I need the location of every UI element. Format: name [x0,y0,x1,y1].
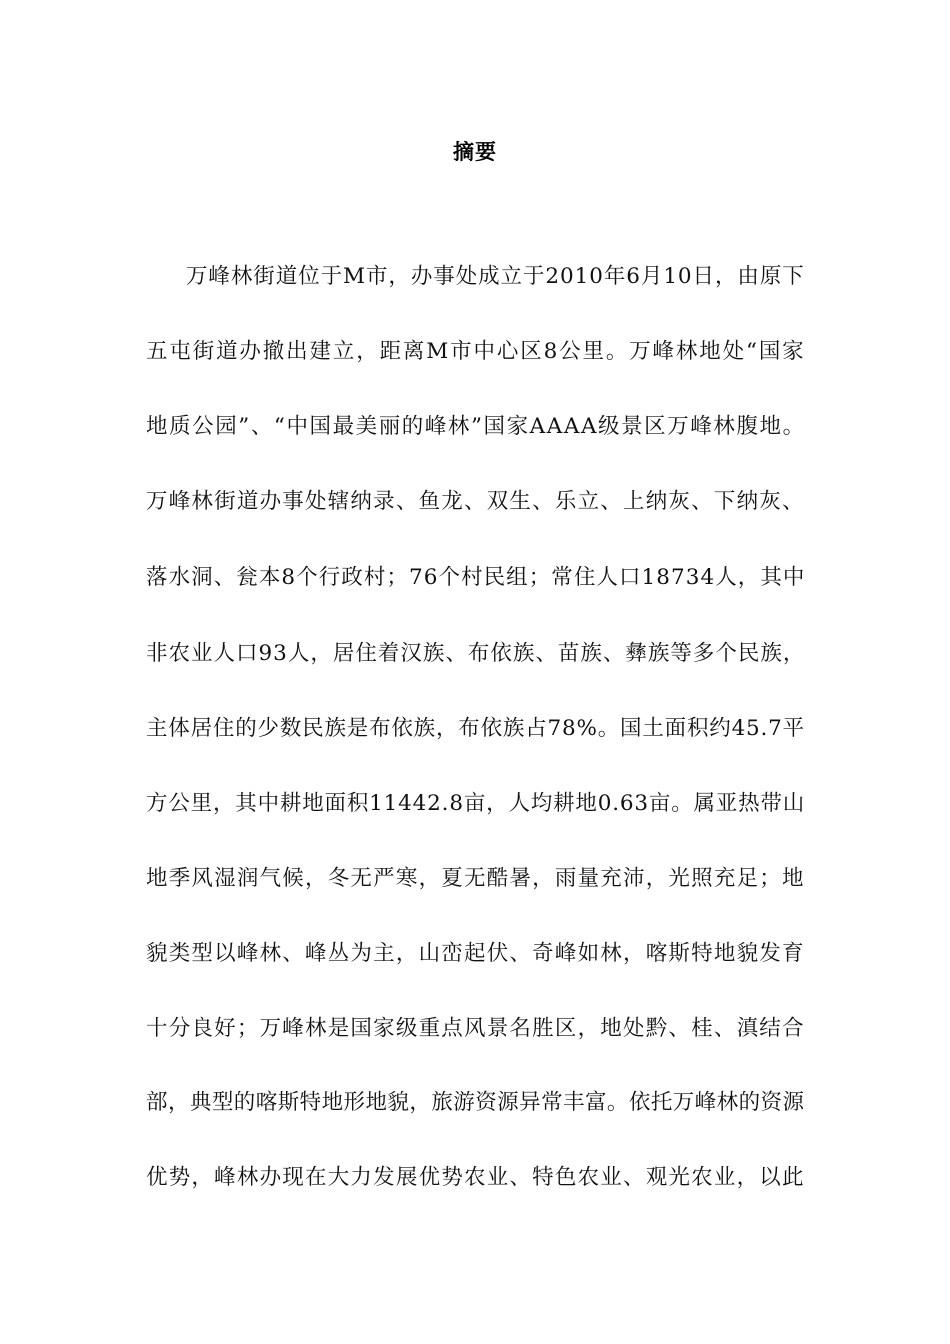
paragraph-line: 非农业人口93人，居住着汉族、布依族、苗族、彝族等多个民族， [146,641,806,666]
paragraph-line: 十分良好；万峰林是国家级重点风景名胜区，地处黔、桂、滇结合 [146,1016,805,1041]
paragraph-line: 万峰林街道位于M市，办事处成立于2010年6月10日，由原下 [186,264,805,289]
paragraph-line: 主体居住的少数民族是布依族，布依族占78%。国土面积约45.7平 [146,716,805,741]
paragraph-line: 貌类型以峰林、峰丛为主，山峦起伏、奇峰如林，喀斯特地貌发育 [146,941,805,966]
paragraph-line: 万峰林街道办事处辖纳录、鱼龙、双生、乐立、上纳灰、下纳灰、 [146,489,805,514]
paragraph-line: 地质公园”、“中国最美丽的峰林”国家AAAA级景区万峰林腹地。 [146,414,806,439]
paragraph-line: 落水洞、瓮本8个行政村；76个村民组；常住人口18734人，其中 [146,565,806,590]
paragraph-line: 部，典型的喀斯特地形地貌，旅游资源异常丰富。依托万峰林的资源 [146,1090,805,1115]
paragraph-line: 优势，峰林办现在大力发展优势农业、特色农业、观光农业，以此 [146,1165,805,1190]
page-title: 摘要 [453,140,497,164]
paragraph-line: 地季风湿润气候，冬无严寒，夏无酷暑，雨量充沛，光照充足；地 [146,866,805,891]
paragraph-line: 五屯街道办撤出建立，距离M市中心区8公里。万峰林地处“国家 [146,339,806,364]
paragraph-line: 方公里，其中耕地面积11442.8亩，人均耕地0.63亩。属亚热带山 [146,791,806,816]
